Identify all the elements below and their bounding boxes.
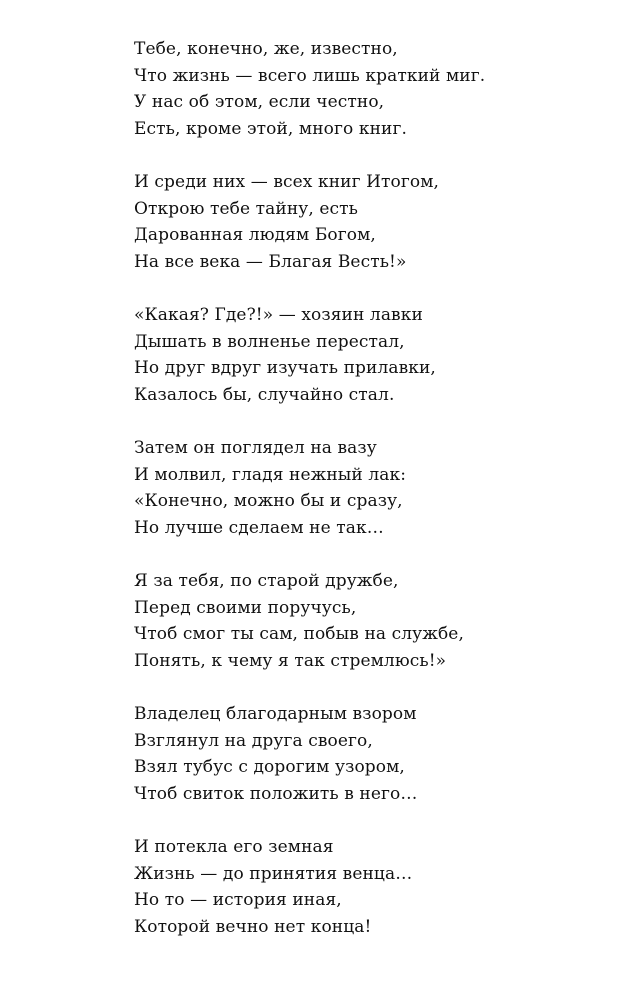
poem-line: Перед своими поручусь, [134, 597, 357, 618]
poem-line: Чтоб смог ты сам, побыв на службе, [134, 624, 464, 644]
poem-line: Затем он поглядел на вазу [134, 438, 377, 458]
poem-line: «Какая? Где?!» — хозяин лавки [134, 305, 423, 325]
poem-line: Взглянул на друга своего, [134, 730, 373, 751]
poem-line: Но друг вдруг изучать прилавки, [134, 358, 436, 378]
poem-line: Понять, к чему я так стремлюсь!» [134, 650, 447, 671]
stanza-6 [134, 701, 614, 807]
poem-line: Тебе, конечно, же, известно, [134, 39, 398, 59]
poem-line: Жизнь — до принятия венца… [134, 863, 413, 884]
stanza-4 [134, 435, 614, 541]
poem-line: Есть, кроме этой, много книг. [134, 118, 407, 139]
poem-line: У нас об этом, если честно, [134, 92, 385, 112]
stanza-3 [134, 302, 614, 408]
poem-line: И молвил, гладя нежный лак: [134, 464, 407, 485]
poem-line: Я за тебя, по старой дружбе, [134, 571, 399, 591]
poem-line: Дышать в волненье перестал, [134, 331, 405, 352]
poem-line: Что жизнь — всего лишь краткий миг. [134, 65, 486, 86]
poem-line: Казалось бы, случайно стал. [134, 384, 395, 405]
poem-line: И потекла его земная [134, 837, 334, 857]
poem-line: Которой вечно нет конца! [134, 916, 372, 937]
poem-line: Чтоб свиток положить в него… [134, 783, 418, 804]
stanza-1 [134, 36, 614, 142]
poem-line: Но то — история иная, [134, 890, 342, 910]
poem-line: Но лучше сделаем не так… [134, 517, 384, 538]
poem-page [134, 36, 614, 940]
poem-line: Владелец благодарным взором [134, 704, 417, 724]
poem-line: Взял тубус с дорогим узором, [134, 757, 405, 777]
poem-line: Дарованная людям Богом, [134, 225, 376, 245]
poem-line: Открою тебе тайну, есть [134, 198, 359, 219]
poem-line: На все века — Благая Весть!» [134, 251, 407, 272]
poem-line: «Конечно, можно бы и сразу, [134, 491, 403, 511]
stanza-2 [134, 169, 614, 275]
poem-line: И среди них — всех книг Итогом, [134, 172, 440, 192]
stanza-7 [134, 834, 614, 940]
stanza-5 [134, 568, 614, 674]
